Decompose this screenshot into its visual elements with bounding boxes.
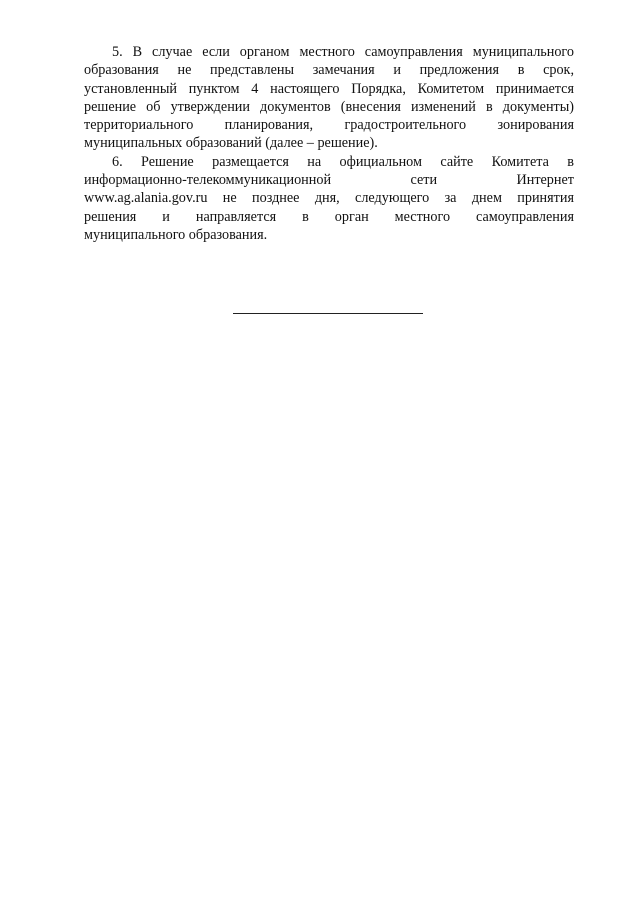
paragraph-6-line-5: муниципального образования. xyxy=(84,226,268,243)
paragraph-5 xyxy=(84,43,574,153)
paragraph-5-line-6: муниципальных образований (далее – решение). xyxy=(84,135,378,152)
paragraph-6 xyxy=(84,153,574,244)
paragraph-6-line-3: www.ag.alania.gov.ru не позднее дня, следующего за днем принятия xyxy=(84,190,574,207)
paragraph-6-line-2: информационно-телекоммуникационной сети Интернет xyxy=(84,172,574,189)
paragraph-5-line-2: образования не представлены замечания и предложения в срок, xyxy=(84,62,574,79)
end-separator-line xyxy=(233,313,423,314)
paragraph-5-line-4: решение об утверждении документов (внесения изменений в документы) xyxy=(84,98,574,115)
paragraph-5-line-1: 5. В случае если органом местного самоуправления муниципального xyxy=(112,44,574,60)
paragraph-6-line-1: 6. Решение размещается на официальном сайте Комитета в xyxy=(112,153,574,170)
paragraph-5-line-3: установленный пунктом 4 настоящего Порядка, Комитетом принимается xyxy=(84,80,574,97)
document-body xyxy=(84,43,574,244)
paragraph-5-line-5: территориального планирования, градостроительного зонирования xyxy=(84,117,574,134)
paragraph-6-line-4: решения и направляется в орган местного самоуправления xyxy=(84,208,574,225)
